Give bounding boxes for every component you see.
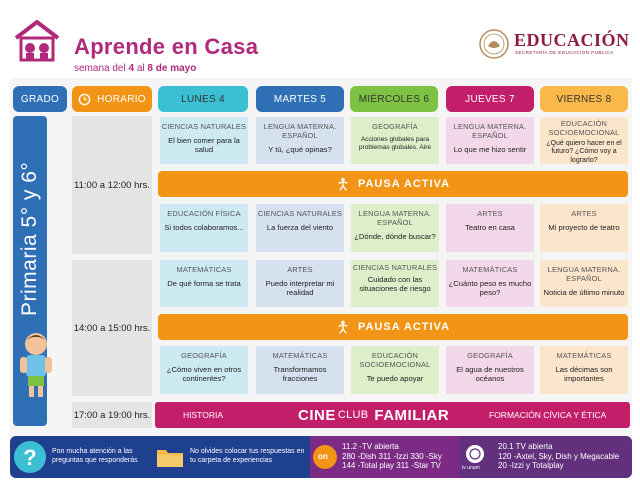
footer-tip-1: Pon mucha atención a las preguntas que responderás <box>52 448 138 464</box>
week-range: semana del 4 al 8 de mayo <box>74 63 197 74</box>
b1r1-martes: LENGUA MATERNA. ESPAÑOL Y tú, ¿qué opinas? <box>256 117 344 164</box>
house-logo <box>12 18 62 62</box>
child-illustration-icon <box>18 330 54 400</box>
question-icon <box>13 440 47 474</box>
folder-icon <box>156 446 184 468</box>
page-title: Aprende en Casa <box>74 34 259 59</box>
time-slot-3: 17:00 a 19:00 hrs. <box>72 402 152 428</box>
clock-icon <box>78 93 91 106</box>
b1r2-jueves: ARTES Teatro en casa <box>446 204 534 252</box>
channels-list-1: 11.2 -TV abierta 280 -Dish 311 -Izzi 330 -Sky 144 -Total play 311 -Star TV <box>342 442 442 471</box>
evening-band <box>155 402 630 428</box>
seal-icon <box>478 28 510 60</box>
formacion-label: FORMACIÓN CÍVICA Y ÉTICA <box>489 410 607 420</box>
on-logo-text: on <box>318 452 328 461</box>
col-jueves: JUEVES 7 <box>446 86 534 112</box>
b2r1-lunes: MATEMÁTICAS De qué forma se trata <box>160 260 248 307</box>
ministry-logo <box>478 26 634 62</box>
b2r1-martes: ARTES Puedo interpretar mi realidad <box>256 260 344 307</box>
pausa-activa-1: PAUSA ACTIVA <box>158 171 628 197</box>
time-slot-1: 11:00 a 12:00 hrs. <box>72 116 152 254</box>
b2r2-lunes: GEOGRAFÍA ¿Cómo viven en otros continentes? <box>160 346 248 394</box>
time-slot-2: 14:00 a 15:00 hrs. <box>72 260 152 396</box>
b2r2-martes: MATEMÁTICAS Transformamos fracciones <box>256 346 344 394</box>
cine-club-familiar: CINE CLUB FAMILIAR <box>298 406 450 424</box>
b2r2-viernes: MATEMÁTICAS Las décimas son importantes <box>540 346 628 394</box>
b1r1-lunes: CIENCIAS NATURALES El bien comer para la salud <box>160 117 248 164</box>
b2r2-jueves: GEOGRAFÍA El agua de nuestros océanos <box>446 346 534 394</box>
historia-label: HISTORIA <box>183 410 223 420</box>
channels-list-2: 20.1 TV abierta 120 -Axtel, Sky, Dish y Megacable 20 -Izzi y Totalplay <box>498 442 620 471</box>
b1r2-lunes: EDUCACIÓN FÍSICA Si todos colaboramos... <box>160 204 248 252</box>
pausa-activa-2: PAUSA ACTIVA <box>158 314 628 340</box>
tv-unam-label: tv unam <box>462 465 480 471</box>
b2r1-jueves: MATEMÁTICAS ¿Cuánto peso es mucho peso? <box>446 260 534 307</box>
footer-tip-2: No olvides colocar tus respuestas en tu carpeta de experiencias <box>190 448 305 464</box>
grade-label: Primaria 5° y 6° <box>18 161 41 316</box>
col-viernes: VIERNES 8 <box>540 86 628 112</box>
tv-unam-logo-icon <box>465 444 485 464</box>
col-miercoles: MIÉRCOLES 6 <box>350 86 438 112</box>
b1r2-martes: CIENCIAS NATURALES La fuerza del viento <box>256 204 344 252</box>
b1r2-viernes: ARTES Mi proyecto de teatro <box>540 204 628 252</box>
col-martes: MARTES 5 <box>256 86 344 112</box>
b2r1-viernes: LENGUA MATERNA. ESPAÑOL Noticia de último minuto <box>540 260 628 307</box>
running-person-icon <box>336 177 350 191</box>
b2r2-miercoles: EDUCACIÓN SOCIOEMOCIONAL Te puedo apoyar <box>351 346 439 394</box>
svg-text:?: ? <box>23 445 37 470</box>
ministry-subtitle: SECRETARÍA DE EDUCACIÓN PÚBLICA <box>515 50 614 55</box>
b1r1-jueves: LENGUA MATERNA. ESPAÑOL Lo que me hizo sentir <box>446 117 534 164</box>
b1r1-viernes: EDUCACIÓN SOCIOEMOCIONAL ¿Qué quiero hacer en el futuro? ¿Cómo voy a lograrlo? <box>540 117 628 164</box>
b1r1-miercoles: GEOGRAFÍA Acciones globales para problemas globales. Aire <box>351 117 439 164</box>
col-horario: HORARIO <box>72 86 152 112</box>
col-lunes: LUNES 4 <box>158 86 248 112</box>
b1r2-miercoles: LENGUA MATERNA. ESPAÑOL ¿Dónde, dónde buscar? <box>351 204 439 252</box>
b2r1-miercoles: CIENCIAS NATURALES Cuidado con las situaciones de riesgo <box>351 260 439 307</box>
running-person-icon <box>336 320 350 334</box>
col-grado: GRADO <box>13 86 67 112</box>
ministry-title: EDUCACIÓN <box>514 30 630 50</box>
